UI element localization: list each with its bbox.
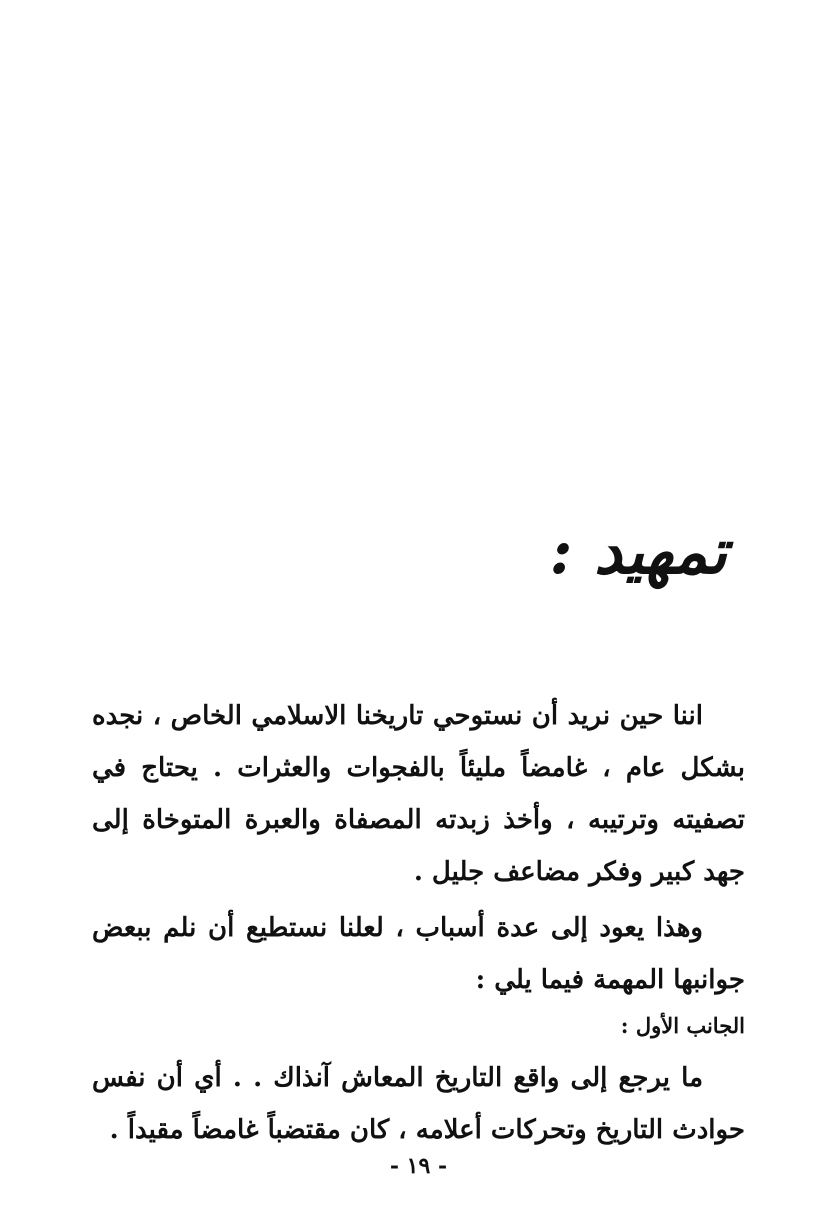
paragraph-1: اننا حين نريد أن نستوحي تاريخنا الاسلامي الخاص ، نجده بشكل عام ، غامضاً مليئاً بالفجوات والعثرات . يحتاج في تصفيته وترتيبه ، وأخذ زبدته المصفاة والعبرة المتوخاة إلى جهد كبير وفكر مضاعف جليل . — [92, 701, 745, 887]
body-text — [92, 690, 745, 1156]
section-subheading: الجانب الأول : — [620, 1013, 745, 1038]
paragraph-2: وهذا يعود إلى عدة أسباب ، لعلنا نستطيع أن نلم ببعض جوانبها المهمة فيما يلي : — [92, 913, 745, 995]
page-number: - ١٩ - — [389, 1153, 448, 1179]
paragraph-3: ما يرجع إلى واقع التاريخ المعاش آنذاك . . أي أن نفس حوادث التاريخ وتحركات أعلامه ، كان مقتضباً غامضاً مقيداً . — [92, 1063, 745, 1145]
chapter-heading: تمهيد : — [549, 515, 727, 588]
